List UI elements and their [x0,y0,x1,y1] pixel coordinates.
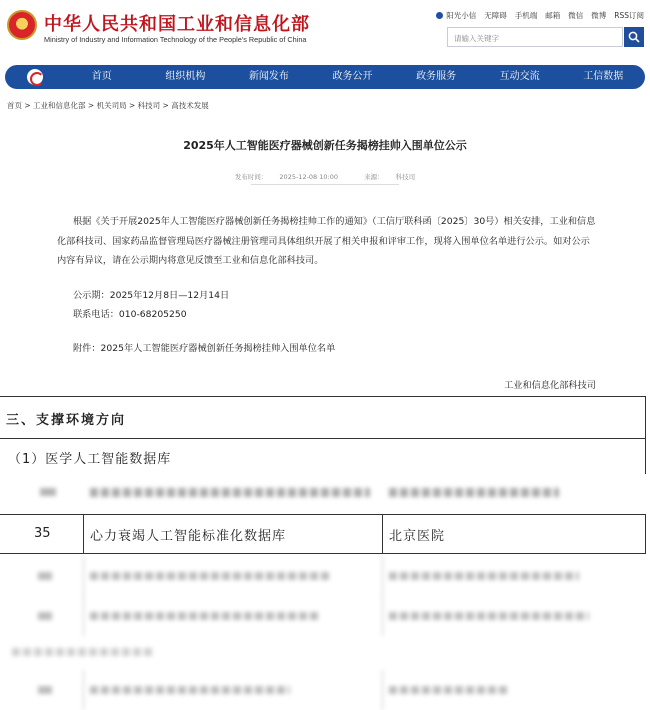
breadcrumb[interactable]: 首页 > 工业和信息化部 > 机关司局 > 科技司 > 高技术发展 [7,101,209,110]
table-row [0,514,646,554]
search-icon [628,31,640,43]
attachment-link[interactable]: 附件：2025年人工智能医疗器械创新任务揭榜挂帅入围单位名单 [73,343,336,354]
top-link-accessibility[interactable]: 无障碍 [484,11,507,20]
article-source: 来源： 科技司 [364,173,416,181]
site-title[interactable]: 中华人民共和国工业和信息化部 [44,14,310,35]
meta-divider [251,184,399,185]
site-header [0,0,650,62]
search-input[interactable]: 请输入关键字 [447,27,623,47]
contact-phone: 联系电话：010-68205250 [73,309,187,320]
nav-item-data[interactable]: 工信数据 [583,71,624,82]
nav-item-services[interactable]: 政务服务 [416,71,457,82]
article-meta [0,172,650,181]
blurred-row [0,596,650,636]
top-link-sunshine[interactable]: 阳光小信 [436,10,476,21]
blurred-row [0,474,650,514]
top-link-mail[interactable]: 邮箱 [545,11,561,20]
nav-item-news[interactable]: 新闻发布 [248,71,289,82]
table-section-heading: 三、支撑环境方向 [0,396,646,438]
blurred-row [0,556,650,596]
publish-time: 发布时间： 2025-12-08 10:00 [234,173,338,181]
top-link-wechat[interactable]: 微信 [568,11,584,20]
attachment-table-image [0,396,650,710]
table-subsection-heading: （1）医学人工智能数据库 [0,438,646,474]
publicity-period: 公示期：2025年12月8日—12月14日 [73,290,230,301]
national-emblem-icon[interactable] [7,10,37,40]
site-subtitle: Ministry of Industry and Information Technology of the People's Republic of China [44,35,307,44]
top-link-rss[interactable]: RSS订阅 [614,11,644,20]
nav-item-home[interactable]: 首页 [91,71,112,82]
column-divider [382,515,383,553]
article-body: 根据《关于开展2025年人工智能医疗器械创新任务揭榜挂帅工作的通知》（工信厅联科函〔2025〕30号）相关安排，工业和信息化部科技司、国家药品监督管理局医疗器械注册管理司具体组织开展了相关申报和评审工作，现将入围单位名单进行公示。如对公示内容有异议，请在公示期内将意见反馈至工业和信息化部科技司。 [57,216,596,266]
nav-item-affairs-open[interactable]: 政务公开 [332,71,373,82]
signature: 工业和信息化部科技司 [504,380,596,391]
miit-logo-icon[interactable] [27,69,43,85]
row-number: 35 [34,526,51,541]
blurred-row [0,670,650,710]
row-organization: 北京医院 [389,529,446,544]
top-link-mobile[interactable]: 手机端 [514,11,538,20]
top-links [436,10,644,21]
blurred-row [0,636,650,670]
main-nav [5,65,645,89]
top-link-weibo[interactable]: 微博 [591,11,607,20]
row-project-name: 心力衰竭人工智能标准化数据库 [90,529,287,544]
nav-item-interaction[interactable]: 互动交流 [499,71,540,82]
search-button[interactable] [624,27,644,47]
article-title: 2025年人工智能医疗器械创新任务揭榜挂帅入围单位公示 [183,139,467,152]
column-divider [83,515,84,553]
sunshine-icon [436,12,443,19]
nav-item-organization[interactable]: 组织机构 [165,71,206,82]
